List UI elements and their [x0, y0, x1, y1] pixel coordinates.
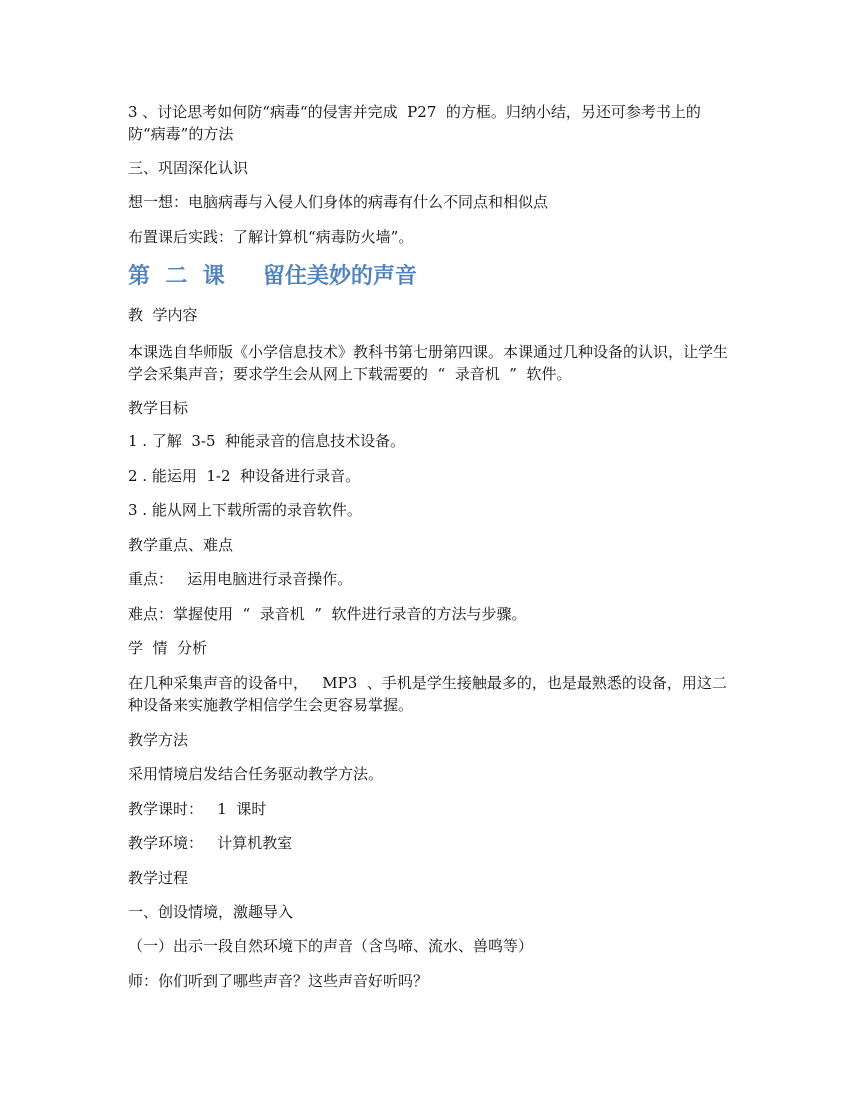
paragraph-difficulty: 难点：掌握使用 “ 录音机 ” 软件进行录音的方法与步骤。 [128, 605, 527, 623]
goal-item-1: 1 . 了解 3-5 种能录音的信息技术设备。 [128, 432, 406, 450]
label-goals: 教学目标 [128, 399, 189, 417]
goal-item-3: 3 . 能从网上下载所需的录音软件。 [128, 501, 362, 519]
paragraph-discussion: 3 、讨论思考如何防“病毒“的侵害并完成 P27 的方框。归纳小结，另还可参考书上的防“病毒”的方法 [128, 103, 701, 143]
paragraph-method: 采用情境启发结合任务驱动教学方法。 [128, 765, 384, 783]
paragraph-think: 想一想：电脑病毒与入侵人们身体的病毒有什么不同点和相似点 [128, 193, 549, 211]
paragraph-sound-demo: （一）出示一段自然环境下的声音（含鸟啼、流水、兽鸣等） [128, 937, 534, 955]
label-method: 教学方法 [128, 731, 189, 749]
label-process: 教学过程 [128, 869, 189, 887]
paragraph-analysis: 在几种采集声音的设备中， MP3 、手机是学生接触最多的，也是最熟悉的设备，用这二种设备来实施教学相信学生会更容易掌握。 [128, 674, 727, 714]
section-intro: 一、创设情境，激趣导入 [128, 903, 294, 921]
label-key-points: 教学重点、难点 [128, 536, 234, 554]
paragraph-content: 本课选自华师版《小学信息技术》教科书第七册第四课。本课通过几种设备的认识，让学生学会采集声音；要求学生会从网上下载需要的 “ 录音机 ” 软件。 [128, 343, 729, 383]
section-consolidate: 三、巩固深化认识 [128, 159, 249, 177]
paragraph-key-point: 重点： 运用电脑进行录音操作。 [128, 570, 353, 588]
lesson-heading: 第 二 课 留住美妙的声音 [128, 263, 417, 289]
label-analysis: 学 情 分析 [128, 639, 208, 657]
paragraph-homework: 布置课后实践：了解计算机“病毒防火墙”。 [128, 228, 414, 246]
goal-item-2: 2 . 能运用 1-2 种设备进行录音。 [128, 467, 361, 485]
paragraph-environment: 教学环境： 计算机教室 [128, 834, 293, 852]
paragraph-teacher-question: 师：你们听到了哪些声音？这些声音好听吗？ [128, 972, 429, 990]
label-content: 教 学内容 [128, 306, 198, 324]
paragraph-hours: 教学课时： 1 课时 [128, 800, 267, 818]
